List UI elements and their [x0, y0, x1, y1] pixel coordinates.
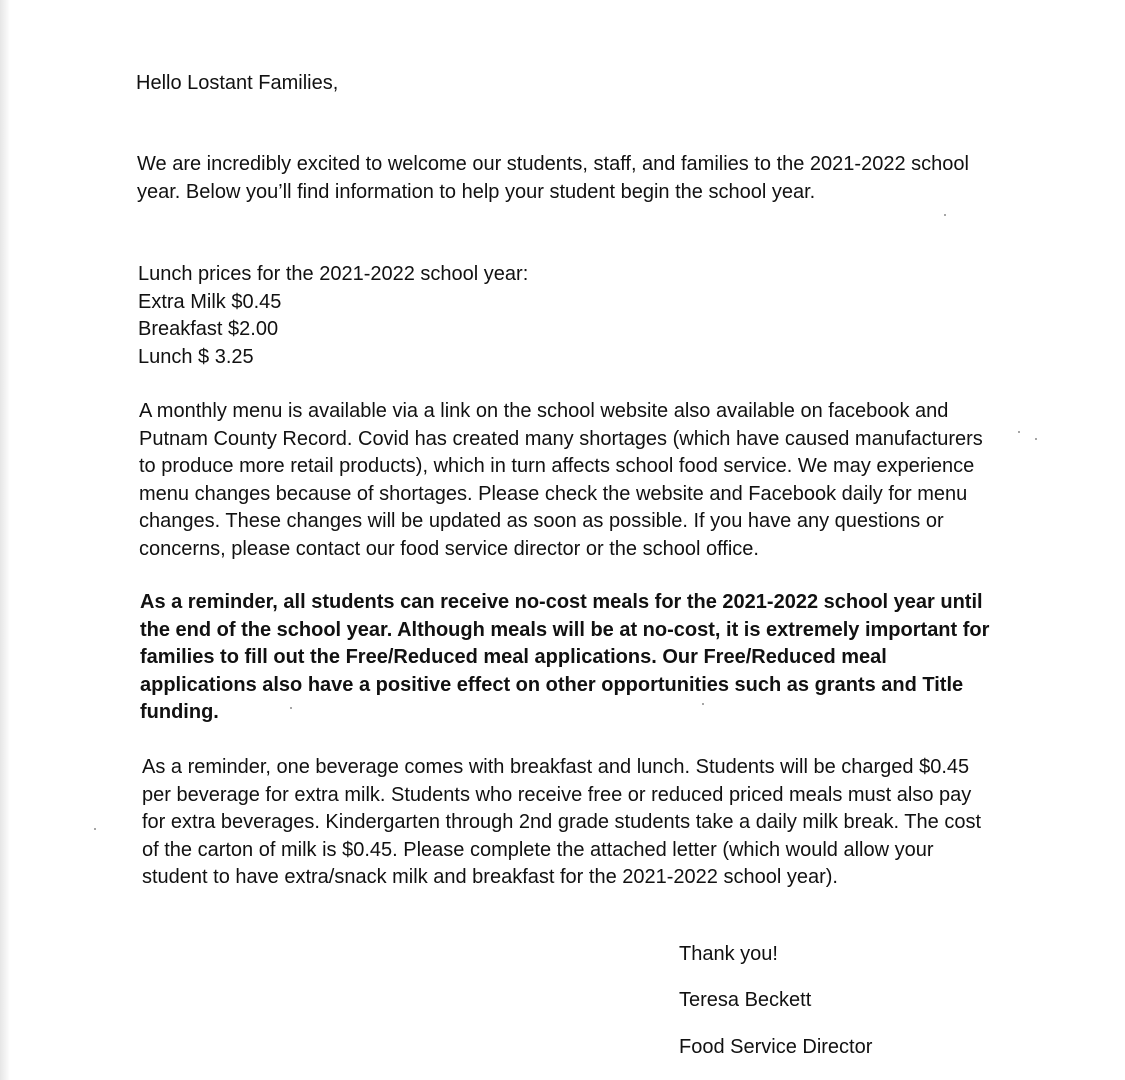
- menu-line: A monthly menu is available via a link on the school website also available on facebook and: [139, 400, 949, 422]
- beverage-line: of the carton of milk is $0.45. Please complete the attached letter (which would allow your: [142, 838, 934, 861]
- scan-speck: [1035, 438, 1037, 440]
- reminder-line: families to fill out the Free/Reduced meal applications. Our Free/Reduced meal: [140, 646, 887, 668]
- beverage-line: As a reminder, one beverage comes with breakfast and lunch. Students will be charged $0.45: [142, 756, 970, 778]
- scan-speck: [944, 214, 946, 216]
- lunch-prices: [138, 261, 528, 371]
- extra-milk-price: Extra Milk $0.45: [138, 290, 282, 313]
- scan-speck: [1018, 431, 1020, 433]
- scan-speck: [94, 828, 96, 830]
- signer-name: Teresa Beckett: [679, 989, 812, 1011]
- beverage-line: for extra beverages. Kindergarten through 2nd grade students take a daily milk break. The cost: [142, 811, 982, 833]
- signer-title: Food Service Director: [679, 1036, 873, 1058]
- intro-paragraph: [137, 151, 969, 206]
- reminder-line: funding.: [140, 701, 219, 723]
- beverage-paragraph: [142, 754, 981, 892]
- scan-speck: [702, 703, 704, 705]
- scan-speck: [290, 707, 292, 709]
- reminder-line: applications also have a positive effect on other opportunities such as grants and Title: [140, 673, 964, 696]
- reminder-line: the end of the school year. Although meals will be at no-cost, it is extremely important for: [140, 618, 990, 641]
- menu-line: Putnam County Record. Covid has created many shortages (which have caused manufacturers: [139, 427, 983, 450]
- intro-line: We are incredibly excited to welcome our students, staff, and families to the 2021-2022 school: [137, 153, 969, 175]
- intro-line: year. Below you’ll find information to help your student begin the school year.: [137, 180, 816, 203]
- menu-line: concerns, please contact our food service director or the school office.: [139, 537, 759, 560]
- breakfast-price: Breakfast $2.00: [138, 318, 279, 340]
- beverage-line: student to have extra/snack milk and breakfast for the 2021-2022 school year).: [142, 866, 838, 888]
- lunch-prices-heading: Lunch prices for the 2021-2022 school year:: [138, 263, 529, 285]
- lunch-price: Lunch $ 3.25: [138, 345, 254, 368]
- menu-line: to produce more retail products), which in turn affects school food service. We may experience: [139, 455, 975, 477]
- menu-paragraph: [139, 398, 983, 563]
- beverage-line: per beverage for extra milk. Students who receive free or reduced priced meals must also pay: [142, 783, 972, 806]
- greeting: Hello Lostant Families,: [136, 72, 339, 94]
- reminder-line: As a reminder, all students can receive no-cost meals for the 2021-2022 school year until: [140, 591, 983, 613]
- menu-line: menu changes because of shortages. Please check the website and Facebook daily for menu: [139, 482, 968, 505]
- closing-text: Thank you!: [679, 943, 778, 965]
- menu-line: changes. These changes will be updated as soon as possible. If you have any questions or: [139, 510, 944, 532]
- no-cost-meals-reminder: [140, 589, 989, 727]
